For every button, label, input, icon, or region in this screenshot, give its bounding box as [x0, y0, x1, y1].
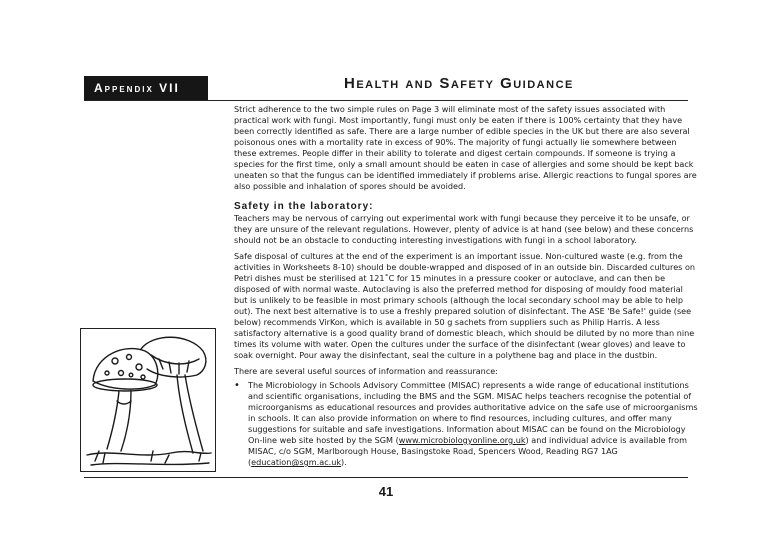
microbiology-online-link[interactable]: www.microbiologyonline.org.uk: [398, 435, 526, 445]
list-item-misac: [234, 380, 698, 468]
mushroom-illustration: [80, 328, 216, 472]
section-heading-laboratory: Safety in the laboratory:: [234, 201, 374, 212]
bullet-icon: •: [234, 380, 240, 391]
appendix-label: Appendix VII: [84, 76, 208, 100]
page-title: Health and Safety Guidance: [344, 75, 574, 92]
laboratory-paragraph-2: Safe disposal of cultures at the end of the experiment is an important issue. Non-cultured waste (e.g. from the activities in Worksheets 8-10) should be double-wrapped and disposed of in an outside bin. Discarded cultures on Petri dishes must be sterilised at 121˚C for 15 minutes in a pressure cooker or autoclave, and can then be disposed of with normal waste. Autoclaving is also the preferred method for disposing of mouldy food material but is unlikely to be feasible in most primary schools (although the local secondary school may be able to help out). The next best alternative is to use a freshly prepared solution of disinfectant. The ASE 'Be Safe!' guide (see below) recommends VirKon, which is available in 50 g sachets from suppliers such as Philip Harris. A less satisfactory alternative is a good quality brand of domestic bleach, which should be diluted by no more than nine times its volume with water. Open the cultures under the surface of the disinfectant (wear gloves) and leave to soak overnight. Pour away the disinfectant, seal the culture in a polythene bag and place in the dustbin.: [234, 251, 696, 360]
top-divider: [84, 100, 688, 101]
bottom-divider: [84, 477, 688, 478]
laboratory-paragraph-3: There are several useful sources of information and reassurance:: [234, 366, 498, 376]
laboratory-paragraph-1: Teachers may be nervous of carrying out experimental work with fungi because they perceive it to be unsafe, or they are unsure of the relevant regulations. However, plenty of advice is at hand (see below) and these concerns should not be an obstacle to conducting interesting investigations with fungi in a school laboratory.: [234, 213, 694, 245]
page-number: 41: [378, 484, 394, 499]
education-email-link[interactable]: education@sgm.ac.uk: [251, 457, 342, 467]
mushroom-drawing-icon: [81, 329, 215, 471]
intro-paragraph: Strict adherence to the two simple rules on Page 3 will eliminate most of the safety issues associated with practical work with fungi. Most importantly, fungi must only be eaten if there is 100% certainty that they have been correctly identified as safe. There are a large number of edible species in the UK but there are also several poisonous ones with a mortality rate in excess of 90%. The majority of fungi actually lie somewhere between these extremes. People differ in their ability to tolerate and digest certain compounds. If someone is trying a species for the first time, only a small amount should be eaten in case of allergies and some should be kept back uneaten so that the fungus can be identified immediately if problems arise. Allergic reactions to fungal spores are also possible and inhalation of spores should be avoided.: [234, 104, 697, 191]
misac-text: The Microbiology in Schools Advisory Committee (MISAC) represents a wide range of educational institutions and scientific organisations, including the BMS and the SGM. MISAC helps teachers recognise the potential of microorganisms as educational resources and provides authoritative advice on the safe use of microorganisms in schools. It can also provide information on where to find resources, including cultures, and offer many suggestions for suitable and safe investigations. Information about MISAC can be found on the Microbiology On-line web site hosted by the SGM (www.microbiologyonline.org.uk) and individual advice is available from MISAC, c/o SGM, Marlborough House, Basingstoke Road, Spencers Wood, Reading RG7 1AG (education@sgm.ac.uk).: [248, 380, 698, 467]
body-content: [234, 104, 698, 468]
